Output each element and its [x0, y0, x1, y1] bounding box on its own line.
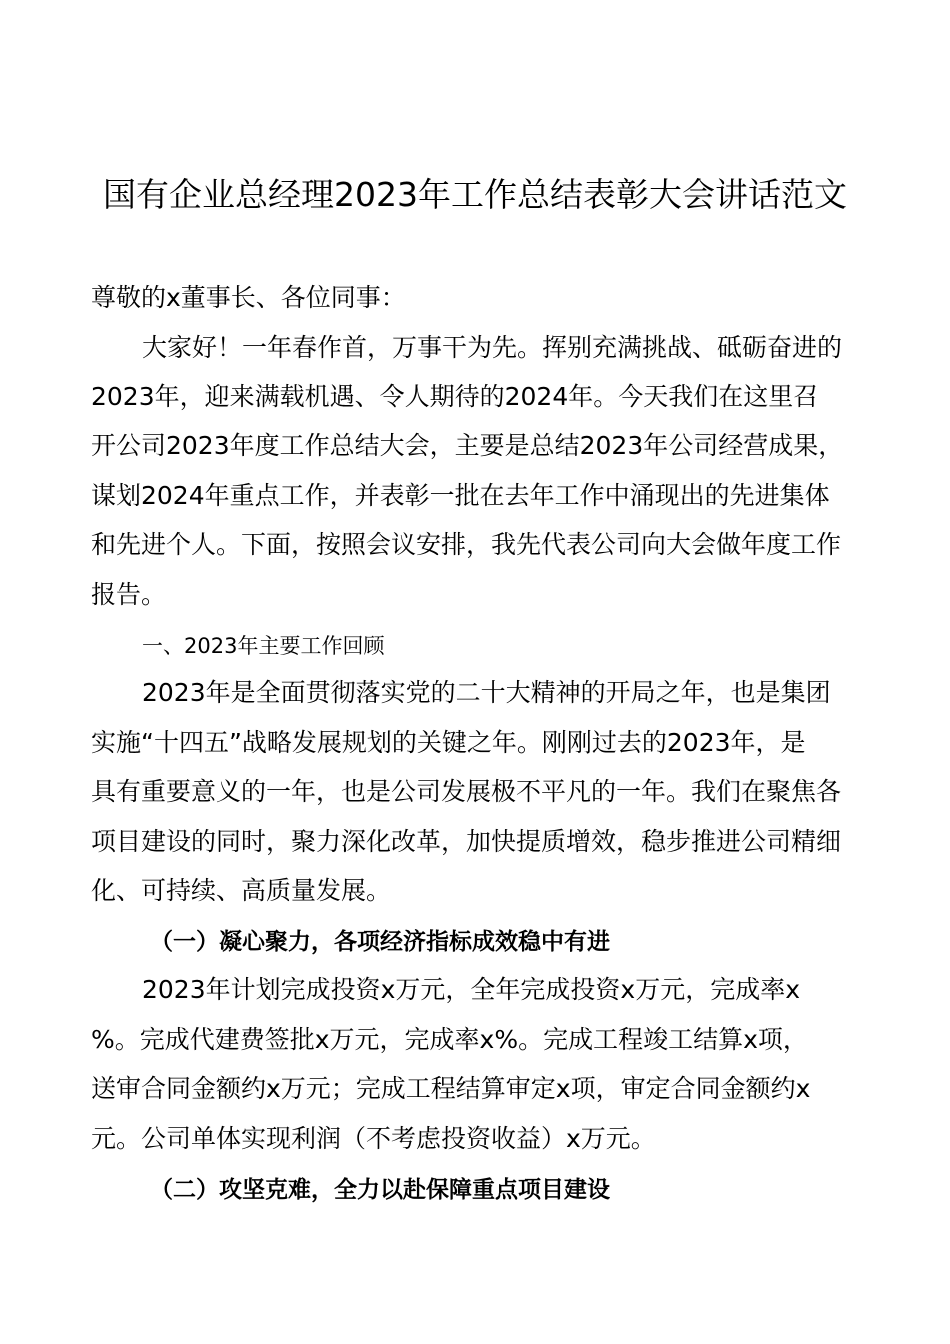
- paragraph-1-line-1: 大家好！一年春作首，万事干为先。挥别充满挑战、砥砺奋进的: [142, 333, 843, 362]
- subheading-2: （二）攻坚克难，全力以赴保障重点项目建设: [150, 1177, 610, 1203]
- paragraph-3-line-2: %。完成代建费签批x万元，完成率x%。完成工程竣工结算x项，: [91, 1025, 808, 1054]
- subheading-1: （一）凝心聚力，各项经济指标成效稳中有进: [150, 929, 610, 955]
- paragraph-2-line-3: 具有重要意义的一年，也是公司发展极不平凡的一年。我们在聚焦各: [91, 777, 842, 806]
- paragraph-2-line-5: 化、可持续、高质量发展。: [91, 876, 392, 905]
- paragraph-3-line-3: 送审合同金额约x万元；完成工程结算审定x项，审定合同金额约x: [91, 1074, 811, 1103]
- paragraph-2-line-2: 实施“十四五”战略发展规划的关键之年。刚刚过去的2023年，是: [91, 728, 806, 757]
- section-1-heading: 一、2023年主要工作回顾: [142, 634, 385, 658]
- document-title: 国有企业总经理2023年工作总结表彰大会讲话范文: [103, 175, 847, 214]
- paragraph-1-line-2: 2023年，迎来满载机遇、令人期待的2024年。今天我们在这里召: [91, 382, 819, 411]
- paragraph-3-line-1: 2023年计划完成投资x万元，全年完成投资x万元，完成率x: [142, 975, 801, 1004]
- paragraph-1-line-3: 开公司2023年度工作总结大会，主要是总结2023年公司经营成果，: [91, 431, 844, 460]
- paragraph-2-line-4: 项目建设的同时，聚力深化改革，加快提质增效，稳步推进公司精细: [91, 827, 842, 856]
- paragraph-1-line-5: 和先进个人。下面，按照会议安排，我先代表公司向大会做年度工作: [91, 530, 842, 559]
- paragraph-1-line-4: 谋划2024年重点工作，并表彰一批在去年工作中涌现出的先进集体: [91, 481, 830, 510]
- paragraph-1-line-6: 报告。: [91, 580, 167, 609]
- salutation: 尊敬的x董事长、各位同事：: [91, 283, 406, 312]
- paragraph-3-line-4: 元。公司单体实现利润（不考虑投资收益）x万元。: [91, 1124, 656, 1153]
- paragraph-2-line-1: 2023年是全面贯彻落实党的二十大精神的开局之年，也是集团: [142, 678, 831, 707]
